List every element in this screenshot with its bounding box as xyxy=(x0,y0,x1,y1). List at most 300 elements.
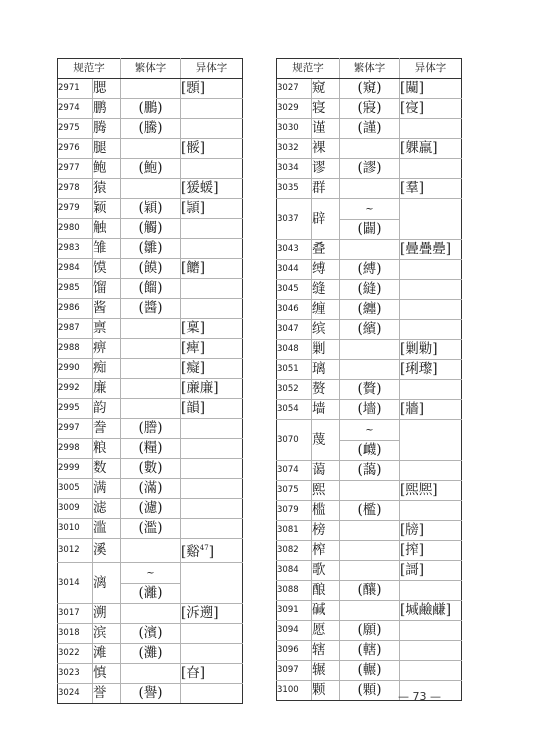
traditional-form: (濫) xyxy=(121,519,181,539)
variant-text: [牆] xyxy=(400,401,425,417)
variant-form xyxy=(181,399,243,419)
entry-number: 3082 xyxy=(277,541,312,561)
variant-form xyxy=(181,419,243,439)
variant-form xyxy=(400,641,462,661)
entry-number: 2980 xyxy=(58,219,93,239)
entry-number: 3005 xyxy=(58,479,93,499)
variant-form xyxy=(400,581,462,601)
entry-number: 2984 xyxy=(58,259,93,279)
variant-form xyxy=(400,320,462,340)
standard-character: 慎 xyxy=(93,664,121,684)
traditional-form: (醬) xyxy=(121,299,181,319)
standard-character: 腿 xyxy=(93,139,121,159)
standard-character: 辟 xyxy=(312,199,340,240)
standard-character: 雏 xyxy=(93,239,121,259)
traditional-form: (餾) xyxy=(121,279,181,299)
traditional-form xyxy=(340,340,400,360)
variant-text: [饝] xyxy=(181,260,206,276)
variant-text: [牓] xyxy=(400,522,425,538)
entry-number: 2990 xyxy=(58,359,93,379)
entry-number: 2992 xyxy=(58,379,93,399)
variant-form xyxy=(181,604,243,624)
table-row xyxy=(58,563,243,584)
standard-character: 谬 xyxy=(312,159,340,179)
entry-number: 3022 xyxy=(58,644,93,664)
standard-character: 酿 xyxy=(312,581,340,601)
table-row xyxy=(58,79,243,99)
traditional-form: (鵬) xyxy=(121,99,181,119)
variant-form xyxy=(181,79,243,99)
entry-number: 2997 xyxy=(58,419,93,439)
table-row xyxy=(277,199,462,220)
variant-form xyxy=(181,199,243,219)
traditional-form: (顆) xyxy=(340,681,400,701)
variant-text: [癡] xyxy=(181,360,206,376)
traditional-form xyxy=(340,601,400,621)
variant-form xyxy=(181,279,243,299)
variant-form xyxy=(400,621,462,641)
standard-character: 猿 xyxy=(93,179,121,199)
table-row xyxy=(58,439,243,459)
standard-character: 粮 xyxy=(93,439,121,459)
variant-form xyxy=(400,199,462,240)
traditional-form xyxy=(340,420,400,441)
standard-character: 缠 xyxy=(312,300,340,320)
entry-number: 2995 xyxy=(58,399,93,419)
tilde-mark: ~ xyxy=(365,425,374,436)
variant-text: [亷廉] xyxy=(181,380,219,396)
traditional-form xyxy=(340,521,400,541)
variant-form xyxy=(181,299,243,319)
table-row xyxy=(58,664,243,684)
entry-number: 2977 xyxy=(58,159,93,179)
traditional-form xyxy=(121,563,181,584)
variant-form xyxy=(181,239,243,259)
traditional-form: (墻) xyxy=(340,400,400,420)
variant-form xyxy=(181,644,243,664)
table-row xyxy=(58,644,243,664)
traditional-form: (闢) xyxy=(340,220,400,240)
entry-number: 3034 xyxy=(277,159,312,179)
standard-character: 墙 xyxy=(312,400,340,420)
table-row xyxy=(277,420,462,441)
traditional-form: (繽) xyxy=(340,320,400,340)
entry-number: 2986 xyxy=(58,299,93,319)
tilde-mark: ~ xyxy=(365,204,374,215)
entry-number: 3012 xyxy=(58,539,93,563)
standard-character: 韵 xyxy=(93,399,121,419)
variant-form xyxy=(181,439,243,459)
header-variant: 异体字 xyxy=(400,59,462,79)
traditional-form: (轄) xyxy=(340,641,400,661)
standard-character: 腮 xyxy=(93,79,121,99)
table-row xyxy=(58,119,243,139)
entry-number: 2976 xyxy=(58,139,93,159)
variant-bracket-end: ] xyxy=(208,544,214,560)
variant-form xyxy=(400,461,462,481)
variant-text: [剿勦] xyxy=(400,341,438,357)
table-row xyxy=(277,661,462,681)
traditional-form: (窺) xyxy=(340,79,400,99)
standard-character: 廉 xyxy=(93,379,121,399)
variant-form xyxy=(181,359,243,379)
standard-character: 誊 xyxy=(93,419,121,439)
table-row xyxy=(277,621,462,641)
traditional-form xyxy=(340,139,400,159)
table-row xyxy=(58,99,243,119)
standard-character: 歌 xyxy=(312,561,340,581)
entry-number: 3018 xyxy=(58,624,93,644)
variant-text: [泝遡] xyxy=(181,605,219,621)
entry-number: 3075 xyxy=(277,481,312,501)
variant-form xyxy=(400,501,462,521)
table-row xyxy=(58,299,243,319)
standard-character: 谨 xyxy=(312,119,340,139)
variant-form xyxy=(400,280,462,300)
variant-form xyxy=(400,240,462,260)
variant-form xyxy=(181,539,243,563)
traditional-form: (謄) xyxy=(121,419,181,439)
variant-form xyxy=(400,159,462,179)
traditional-form: (謬) xyxy=(340,159,400,179)
table-row xyxy=(58,339,243,359)
traditional-form: (譽) xyxy=(121,684,181,704)
variant-form xyxy=(400,300,462,320)
entry-number: 3010 xyxy=(58,519,93,539)
variant-text: [寑] xyxy=(400,100,425,116)
header-standard: 规范字 xyxy=(277,59,340,79)
table-row xyxy=(277,79,462,99)
traditional-form xyxy=(121,539,181,563)
variant-text: [稟] xyxy=(181,320,206,336)
standard-character: 滩 xyxy=(93,644,121,664)
entry-number: 3054 xyxy=(277,400,312,420)
variant-text: [闚] xyxy=(400,80,425,96)
table-row xyxy=(277,139,462,159)
table-row xyxy=(277,340,462,360)
entry-number: 2998 xyxy=(58,439,93,459)
variant-text: [猨蝯] xyxy=(181,180,219,196)
traditional-form: (鮑) xyxy=(121,159,181,179)
entry-number: 3017 xyxy=(58,604,93,624)
left-character-table xyxy=(57,58,243,704)
header-variant: 异体字 xyxy=(181,59,243,79)
table-row xyxy=(58,159,243,179)
entry-number: 3081 xyxy=(277,521,312,541)
variant-form xyxy=(181,259,243,279)
traditional-form: (饃) xyxy=(121,259,181,279)
traditional-form xyxy=(340,541,400,561)
variant-form xyxy=(181,179,243,199)
footnote-ref: 47 xyxy=(199,544,209,552)
entry-number: 2988 xyxy=(58,339,93,359)
variant-form xyxy=(400,561,462,581)
entry-number: 3029 xyxy=(277,99,312,119)
standard-character: 滤 xyxy=(93,499,121,519)
standard-character: 叠 xyxy=(312,240,340,260)
table-row xyxy=(58,684,243,704)
variant-form xyxy=(400,119,462,139)
variant-form xyxy=(400,139,462,159)
traditional-form: (騰) xyxy=(121,119,181,139)
entry-number: 3009 xyxy=(58,499,93,519)
variant-form xyxy=(400,179,462,199)
variant-text: [煕熈] xyxy=(400,482,438,498)
standard-character: 熙 xyxy=(312,481,340,501)
table-row xyxy=(58,379,243,399)
variant-form xyxy=(400,661,462,681)
right-character-table xyxy=(276,58,462,701)
standard-character: 蔼 xyxy=(312,461,340,481)
standard-character: 窥 xyxy=(312,79,340,99)
standard-character: 剿 xyxy=(312,340,340,360)
traditional-form: (願) xyxy=(340,621,400,641)
table-row xyxy=(58,279,243,299)
entry-number: 2987 xyxy=(58,319,93,339)
entry-number: 2975 xyxy=(58,119,93,139)
variant-form xyxy=(181,219,243,239)
traditional-form: (觸) xyxy=(121,219,181,239)
standard-character: 痴 xyxy=(93,359,121,379)
variant-form xyxy=(181,664,243,684)
standard-character: 痹 xyxy=(93,339,121,359)
header-row xyxy=(277,59,462,79)
page-number: — 73 — xyxy=(398,690,441,703)
table-row xyxy=(277,541,462,561)
table-row xyxy=(58,179,243,199)
variant-form xyxy=(400,521,462,541)
traditional-form xyxy=(121,604,181,624)
variant-form xyxy=(181,139,243,159)
entry-number: 3096 xyxy=(277,641,312,661)
standard-character: 馍 xyxy=(93,259,121,279)
standard-character: 赘 xyxy=(312,380,340,400)
traditional-form: (縛) xyxy=(340,260,400,280)
variant-text: [琍瓈] xyxy=(400,361,438,377)
standard-character: 溯 xyxy=(93,604,121,624)
entry-number: 3035 xyxy=(277,179,312,199)
traditional-form: (數) xyxy=(121,459,181,479)
tilde-mark: ~ xyxy=(146,568,155,579)
table-row xyxy=(58,399,243,419)
variant-text: [頴] xyxy=(181,200,206,216)
variant-form xyxy=(400,420,462,461)
entry-number: 3045 xyxy=(277,280,312,300)
variant-form xyxy=(400,380,462,400)
traditional-form: (灘) xyxy=(121,644,181,664)
traditional-form: (雛) xyxy=(121,239,181,259)
variant-form xyxy=(181,563,243,604)
traditional-form xyxy=(121,664,181,684)
entry-number: 3027 xyxy=(277,79,312,99)
entry-number: 3097 xyxy=(277,661,312,681)
table-row xyxy=(277,240,462,260)
standard-character: 酱 xyxy=(93,299,121,319)
table-row xyxy=(277,360,462,380)
traditional-form: (濾) xyxy=(121,499,181,519)
table-row xyxy=(58,239,243,259)
variant-text: [躶羸] xyxy=(400,140,438,156)
entry-number: 3052 xyxy=(277,380,312,400)
traditional-form xyxy=(340,179,400,199)
standard-character: 槛 xyxy=(312,501,340,521)
entry-number: 3091 xyxy=(277,601,312,621)
variant-text: [韻] xyxy=(181,400,206,416)
standard-character: 寝 xyxy=(312,99,340,119)
variant-form xyxy=(400,481,462,501)
standard-character: 触 xyxy=(93,219,121,239)
traditional-form xyxy=(121,359,181,379)
table-row xyxy=(277,260,462,280)
table-row xyxy=(277,481,462,501)
table-row xyxy=(58,624,243,644)
variant-text: [羣] xyxy=(400,180,425,196)
entry-number: 3051 xyxy=(277,360,312,380)
traditional-form xyxy=(121,399,181,419)
standard-character: 溪 xyxy=(93,539,121,563)
entry-number: 3032 xyxy=(277,139,312,159)
variant-form xyxy=(181,159,243,179)
table-row xyxy=(277,581,462,601)
variant-form xyxy=(181,499,243,519)
standard-character: 辖 xyxy=(312,641,340,661)
table-row xyxy=(58,359,243,379)
variant-form xyxy=(400,260,462,280)
entry-number: 3100 xyxy=(277,681,312,701)
entry-number: 2999 xyxy=(58,459,93,479)
traditional-form xyxy=(121,79,181,99)
entry-number: 3047 xyxy=(277,320,312,340)
standard-character: 缝 xyxy=(312,280,340,300)
entry-number: 2978 xyxy=(58,179,93,199)
traditional-form: (穎) xyxy=(121,199,181,219)
traditional-form: (寢) xyxy=(340,99,400,119)
variant-form xyxy=(400,340,462,360)
standard-character: 缚 xyxy=(312,260,340,280)
header-row xyxy=(58,59,243,79)
table-row xyxy=(277,380,462,400)
table-row xyxy=(277,561,462,581)
traditional-form xyxy=(340,240,400,260)
entry-number: 3014 xyxy=(58,563,93,604)
standard-character: 裸 xyxy=(312,139,340,159)
standard-character: 腾 xyxy=(93,119,121,139)
traditional-form: (衊) xyxy=(340,441,400,461)
variant-form xyxy=(181,319,243,339)
table-row xyxy=(277,461,462,481)
entry-number: 2985 xyxy=(58,279,93,299)
standard-character: 誉 xyxy=(93,684,121,704)
table-row xyxy=(58,459,243,479)
entry-number: 3046 xyxy=(277,300,312,320)
traditional-form xyxy=(121,179,181,199)
variant-text: [昚] xyxy=(181,665,206,681)
table-row xyxy=(58,319,243,339)
standard-character: 滨 xyxy=(93,624,121,644)
table-row xyxy=(58,259,243,279)
variant-form xyxy=(400,541,462,561)
standard-character: 鲍 xyxy=(93,159,121,179)
traditional-form: (灕) xyxy=(121,584,181,604)
traditional-form xyxy=(121,139,181,159)
table-row xyxy=(58,199,243,219)
standard-character: 数 xyxy=(93,459,121,479)
traditional-form xyxy=(340,561,400,581)
entry-number: 3070 xyxy=(277,420,312,461)
variant-text: [顋] xyxy=(181,80,206,96)
table-row xyxy=(277,300,462,320)
entry-number: 3024 xyxy=(58,684,93,704)
variant-form xyxy=(400,360,462,380)
entry-number: 2979 xyxy=(58,199,93,219)
standard-character: 漓 xyxy=(93,563,121,604)
variant-form xyxy=(181,624,243,644)
standard-character: 颗 xyxy=(312,681,340,701)
variant-form xyxy=(181,459,243,479)
variant-form xyxy=(181,119,243,139)
entry-number: 3037 xyxy=(277,199,312,240)
table-row xyxy=(277,119,462,139)
entry-number: 2983 xyxy=(58,239,93,259)
table-row xyxy=(277,99,462,119)
standard-character: 馏 xyxy=(93,279,121,299)
standard-character: 颖 xyxy=(93,199,121,219)
standard-character: 榜 xyxy=(312,521,340,541)
entry-number: 3084 xyxy=(277,561,312,581)
table-row xyxy=(58,419,243,439)
variant-form xyxy=(400,79,462,99)
standard-character: 群 xyxy=(312,179,340,199)
standard-character: 辗 xyxy=(312,661,340,681)
entry-number: 3048 xyxy=(277,340,312,360)
traditional-form: (纏) xyxy=(340,300,400,320)
table-row xyxy=(58,604,243,624)
traditional-form: (縫) xyxy=(340,280,400,300)
traditional-form xyxy=(340,199,400,220)
standard-character: 缤 xyxy=(312,320,340,340)
variant-text: [搾] xyxy=(400,542,425,558)
variant-form xyxy=(181,339,243,359)
table-row xyxy=(58,499,243,519)
variant-form xyxy=(400,601,462,621)
variant-form xyxy=(400,99,462,119)
traditional-form: (謹) xyxy=(340,119,400,139)
table-row xyxy=(277,400,462,420)
traditional-form: (滿) xyxy=(121,479,181,499)
traditional-form xyxy=(121,379,181,399)
table-row xyxy=(277,320,462,340)
variant-form xyxy=(181,684,243,704)
traditional-form: (糧) xyxy=(121,439,181,459)
variant-text: [谿 xyxy=(181,544,200,560)
variant-text: [謌] xyxy=(400,562,425,578)
traditional-form: (藹) xyxy=(340,461,400,481)
table-row xyxy=(277,159,462,179)
traditional-form xyxy=(340,481,400,501)
entry-number: 3074 xyxy=(277,461,312,481)
traditional-form: (檻) xyxy=(340,501,400,521)
standard-character: 璃 xyxy=(312,360,340,380)
traditional-form: (輾) xyxy=(340,661,400,681)
variant-form xyxy=(181,99,243,119)
table-row xyxy=(58,539,243,563)
entry-number: 3043 xyxy=(277,240,312,260)
traditional-form: (釀) xyxy=(340,581,400,601)
standard-character: 愿 xyxy=(312,621,340,641)
entry-number: 3023 xyxy=(58,664,93,684)
table-row xyxy=(277,501,462,521)
variant-text: [堿鹼鹻] xyxy=(400,602,452,618)
